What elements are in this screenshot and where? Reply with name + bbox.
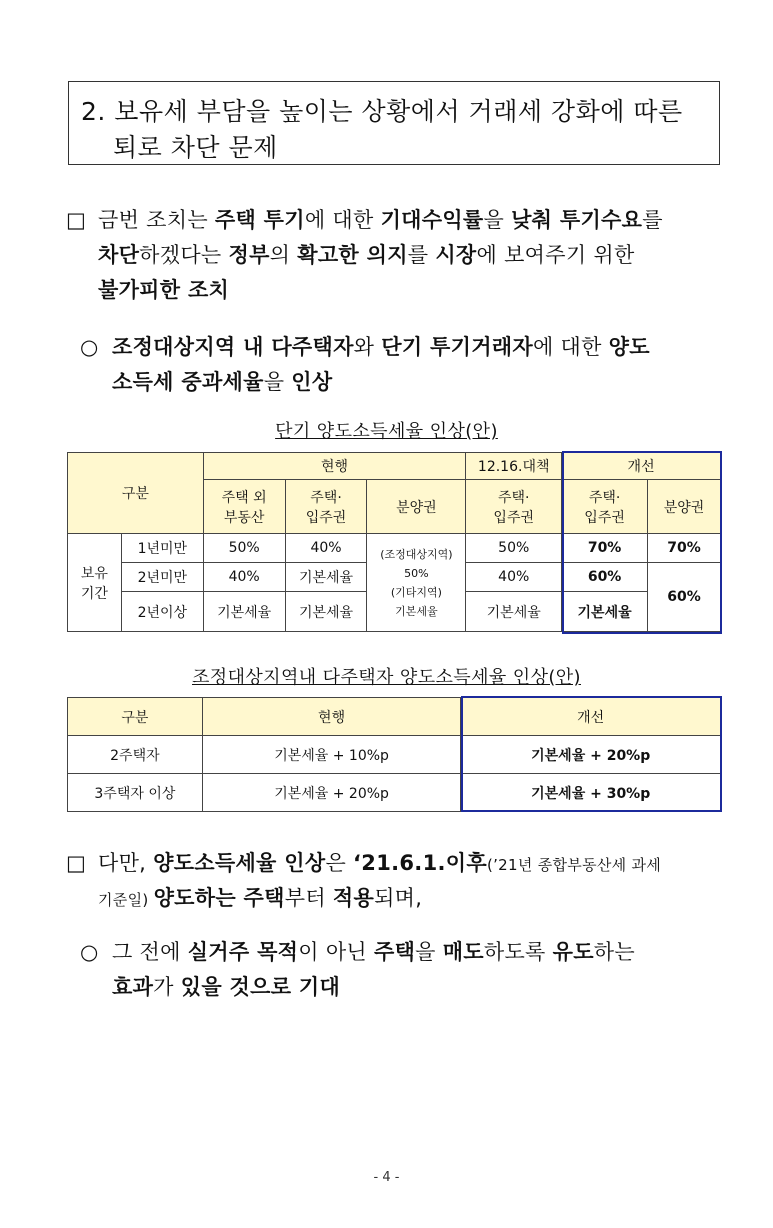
para1-marker: □ xyxy=(66,208,87,232)
para3-line1-main xyxy=(98,851,487,875)
t1-sub-imp-house-l1: 주택· xyxy=(588,489,621,506)
t1-r3-1216: 기본세율 xyxy=(466,592,562,632)
text-run: 차단 xyxy=(98,243,140,267)
para3-line1 xyxy=(98,844,661,884)
para3-line2-note: 기준일) xyxy=(98,891,154,909)
t1-r1-other: 50% xyxy=(203,534,285,563)
section-title-box xyxy=(68,81,720,165)
t1-r2-label: 2년미만 xyxy=(121,563,203,592)
para3-marker: □ xyxy=(66,851,87,875)
t1-r3-label: 2년이상 xyxy=(121,592,203,632)
t1-r2-imp-house: 60% xyxy=(562,563,648,592)
text-run: 낮춰 투기수요 xyxy=(511,208,643,232)
text-run: 가 xyxy=(153,975,181,999)
multi-home-tax-table xyxy=(67,697,721,812)
t2-r2-label: 3주택자 이상 xyxy=(68,774,203,812)
text-run: ‘21.6.1.이후 xyxy=(353,851,487,875)
text-run: 주택 투기 xyxy=(214,208,305,232)
t1-r2-house: 기본세율 xyxy=(285,563,367,592)
t1-r2-1216: 40% xyxy=(466,563,562,592)
text-run: 소득세 중과세율 xyxy=(112,370,264,394)
table-row xyxy=(68,534,721,563)
page-number: - 4 - xyxy=(373,1170,400,1185)
t1-r1-imp-presale: 70% xyxy=(648,534,721,563)
para4-line2 xyxy=(112,968,340,1006)
text-run: 확고한 의지 xyxy=(297,243,408,267)
para3-line2-main xyxy=(154,886,423,910)
para1-line2 xyxy=(98,236,635,274)
t1-header-improve: 개선 xyxy=(562,453,721,480)
t1-sub-imp-house-l2: 입주권 xyxy=(584,509,625,526)
t1-r1-1216: 50% xyxy=(466,534,562,563)
t1-imp-presale-merged: 60% xyxy=(648,563,721,632)
text-run: 다만, xyxy=(98,851,154,875)
t1-sub-imp-presale: 분양권 xyxy=(648,480,721,534)
para3-line1-note: (’21년 종합부동산세 과세 xyxy=(486,856,662,874)
text-run: 에 보여주기 위한 xyxy=(476,243,635,267)
text-run: 적용 xyxy=(332,886,375,910)
t1-row-group-l1: 보유 xyxy=(80,565,108,582)
table2-caption xyxy=(0,663,773,689)
t1-header-1216: 12.16.대책 xyxy=(466,453,562,480)
t1-header-current: 현행 xyxy=(203,453,466,480)
text-run: 시장 xyxy=(435,243,477,267)
t1-row-group-l2: 기간 xyxy=(80,585,108,602)
t1-row-group xyxy=(68,534,122,632)
text-run: 금번 조치는 xyxy=(98,208,215,232)
text-run: 의 xyxy=(269,243,298,267)
text-run: 있을 것으로 기대 xyxy=(180,975,341,999)
text-run: 은 xyxy=(325,851,353,875)
text-run: 단기 투기거래자 xyxy=(381,335,533,359)
text-run: 을 xyxy=(483,208,512,232)
t1-sub-presale: 분양권 xyxy=(367,480,466,534)
t1-sub-1216-house-l1: 주택· xyxy=(497,489,530,506)
text-run: 에 대한 xyxy=(304,208,381,232)
t2-r2-current: 기본세율 + 20%p xyxy=(202,774,461,812)
short-term-tax-table xyxy=(67,452,721,632)
t1-presale-l2: 50% xyxy=(404,566,429,580)
text-run: 를 xyxy=(407,243,436,267)
para2-line1 xyxy=(112,328,650,366)
t2-header-improve: 개선 xyxy=(461,698,721,736)
t2-r1-current: 기본세율 + 10%p xyxy=(202,736,461,774)
para2-marker: ○ xyxy=(80,335,99,359)
text-run: 그 전에 xyxy=(112,940,188,964)
table1-caption-text: 단기 양도소득세율 인상(안) xyxy=(275,421,498,442)
section-title-line1: 2. 보유세 부담을 높이는 상황에서 거래세 강화에 따른 xyxy=(81,97,683,126)
t1-header-gubun: 구분 xyxy=(68,453,204,534)
t1-r3-imp-house: 기본세율 xyxy=(562,592,648,632)
text-run: 이 아닌 xyxy=(298,940,374,964)
text-run: 을 xyxy=(263,370,292,394)
text-run: 인상 xyxy=(291,370,333,394)
t1-sub-house-l2: 입주권 xyxy=(305,509,347,526)
text-run: 조정대상지역 내 다주택자 xyxy=(112,335,354,359)
t1-presale-merged xyxy=(367,534,466,632)
table2-caption-text: 조정대상지역내 다주택자 양도소득세율 인상(안) xyxy=(192,667,581,688)
table1-caption xyxy=(0,417,773,443)
para2-line2 xyxy=(112,363,332,401)
t1-sub-house-other-l2: 부동산 xyxy=(223,509,265,526)
t1-presale-l4: 기본세율 xyxy=(395,604,438,618)
text-run: 하도록 xyxy=(483,940,553,964)
t1-r3-other: 기본세율 xyxy=(203,592,285,632)
t2-header-current: 현행 xyxy=(202,698,461,736)
t1-r1-imp-house: 70% xyxy=(562,534,648,563)
text-run: 정부 xyxy=(228,243,270,267)
text-run: 하겠다는 xyxy=(139,243,229,267)
t1-sub-house-other-l1: 주택 외 xyxy=(221,489,267,506)
text-run: 실거주 목적 xyxy=(187,940,299,964)
t1-sub-1216-house-l2: 입주권 xyxy=(493,509,534,526)
text-run: 를 xyxy=(642,208,663,232)
text-run: 불가피한 조치 xyxy=(98,278,230,302)
t1-sub-imp-house xyxy=(562,480,648,534)
para4-marker: ○ xyxy=(80,940,99,964)
t1-r3-house: 기본세율 xyxy=(285,592,367,632)
text-run: 매도 xyxy=(442,940,484,964)
t1-sub-house-other xyxy=(203,480,285,534)
t1-presale-l3: (기타지역) xyxy=(390,585,442,599)
t1-r1-house: 40% xyxy=(285,534,367,563)
text-run: 하는 xyxy=(593,940,635,964)
text-run: 되며, xyxy=(374,886,423,910)
t1-sub-house-l1: 주택· xyxy=(310,489,342,506)
text-run: 에 대한 xyxy=(532,335,609,359)
text-run: 을 xyxy=(415,940,443,964)
t1-r1-label: 1년미만 xyxy=(121,534,203,563)
para1-line3 xyxy=(98,271,229,309)
t1-presale-l1: (조정대상지역) xyxy=(380,547,453,561)
table-row xyxy=(68,736,721,774)
text-run: 유도 xyxy=(552,940,594,964)
text-run: 양도하는 주택 xyxy=(153,886,285,910)
para3-line2 xyxy=(98,879,422,919)
t2-header-gubun: 구분 xyxy=(68,698,203,736)
t1-sub-1216-house xyxy=(466,480,562,534)
para1-line1 xyxy=(98,201,663,239)
table-row xyxy=(68,774,721,812)
para4-line1 xyxy=(112,933,635,971)
t2-r2-improve: 기본세율 + 30%p xyxy=(461,774,721,812)
text-run: 양도소득세율 인상 xyxy=(153,851,326,875)
t1-r2-other: 40% xyxy=(203,563,285,592)
t1-sub-house xyxy=(285,480,367,534)
text-run: 주택 xyxy=(373,940,416,964)
t2-r1-label: 2주택자 xyxy=(68,736,203,774)
text-run: 와 xyxy=(353,335,382,359)
text-run: 양도 xyxy=(608,335,650,359)
text-run: 기대수익률 xyxy=(380,208,484,232)
text-run: 부터 xyxy=(284,886,333,910)
text-run: 효과 xyxy=(112,975,154,999)
section-title-line2: 퇴로 차단 문제 xyxy=(113,133,278,162)
t2-r1-improve: 기본세율 + 20%p xyxy=(461,736,721,774)
